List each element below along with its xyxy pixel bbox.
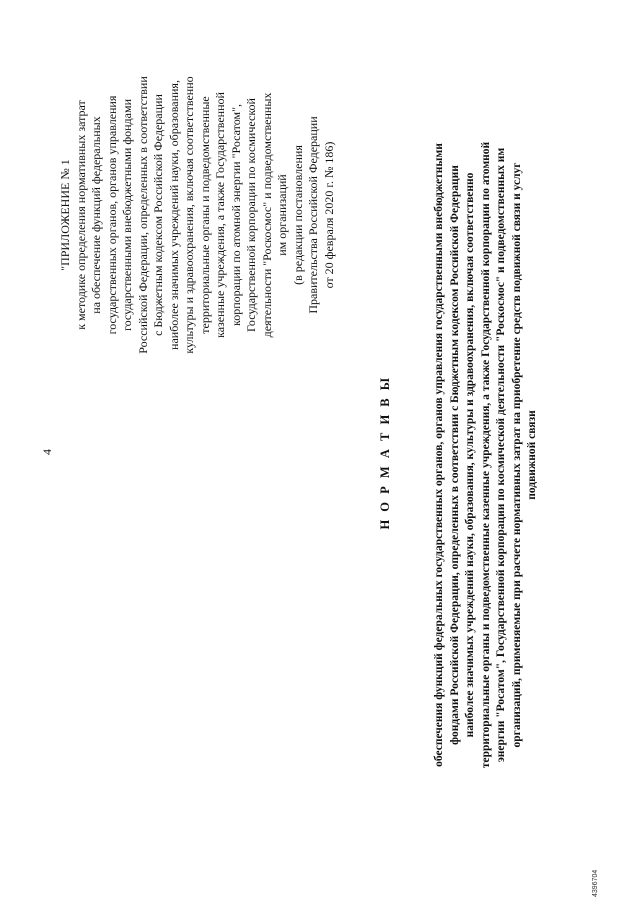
annex-line: Государственной корпорации по космической [244, 98, 258, 332]
annex-header [58, 5, 337, 425]
annex-line: государственных органов, органов управления [104, 95, 119, 335]
annex-line: казенные учреждения, а также Государственной [213, 92, 227, 338]
annex-line: Российской Федерации, определенных в соответствии [135, 76, 150, 354]
norms-line: наиболее значимых учреждений науки, образования, культуры и здравоохранения, включая соответственно [464, 172, 476, 738]
norms-line: энергии "Росатом", Государственной корпорации по космической деятельности "Роскосмос" и подведомственных им [495, 147, 507, 763]
norms-title: Н О Р М А Т И В Ы [378, 375, 392, 530]
annex-line: деятельности "Роскосмос" и подведомственных [259, 92, 274, 338]
annex-line: культуры и здравоохранения, включая соответственно [182, 76, 196, 354]
annex-line: "ПРИЛОЖЕНИЕ № 1 [58, 159, 72, 271]
annex-line: (в редакции постановления [290, 145, 305, 285]
annex-line: Правительства Российской Федерации [306, 116, 320, 314]
annex-line: корпорации по атомной энергии "Росатом", [228, 103, 243, 327]
annex-line: им организаций [275, 174, 289, 256]
norms-line: организаций, применяемые при расчете нормативных затрат на приобретение средств подвижной связи и услуг [510, 162, 523, 748]
annex-line: территориальные органы и подведомственные [197, 96, 212, 334]
annex-line: от 20 февраля 2020 г. № 186) [321, 141, 336, 289]
annex-line: государственными внебюджетными фондами [120, 99, 134, 332]
annex-line: с Бюджетным кодексом Российской Федерации [151, 94, 165, 336]
annex-line: к методике определения нормативных затрат [73, 100, 88, 330]
annex-line: на обеспечение функций федеральных [89, 116, 103, 314]
annex-line: наиболее значимых учреждений науки, образования, [166, 80, 181, 350]
norms-line: обеспечения функций федеральных государственных органов, органов управления государственными внебюджетными [433, 143, 445, 767]
norms-line: территориальные органы и подведомственные казенные учреждения, а также Государственной корпорации по атомной [479, 141, 492, 769]
page-number: 4 [40, 449, 54, 455]
norms-line: фондами Российской Федерации, определенных в соответствии с Бюджетным кодексом Российской Федерации [448, 165, 461, 745]
norms-description [432, 15, 541, 895]
document-id: 4396704 [592, 869, 599, 897]
norms-line: подвижной связи [526, 410, 538, 500]
